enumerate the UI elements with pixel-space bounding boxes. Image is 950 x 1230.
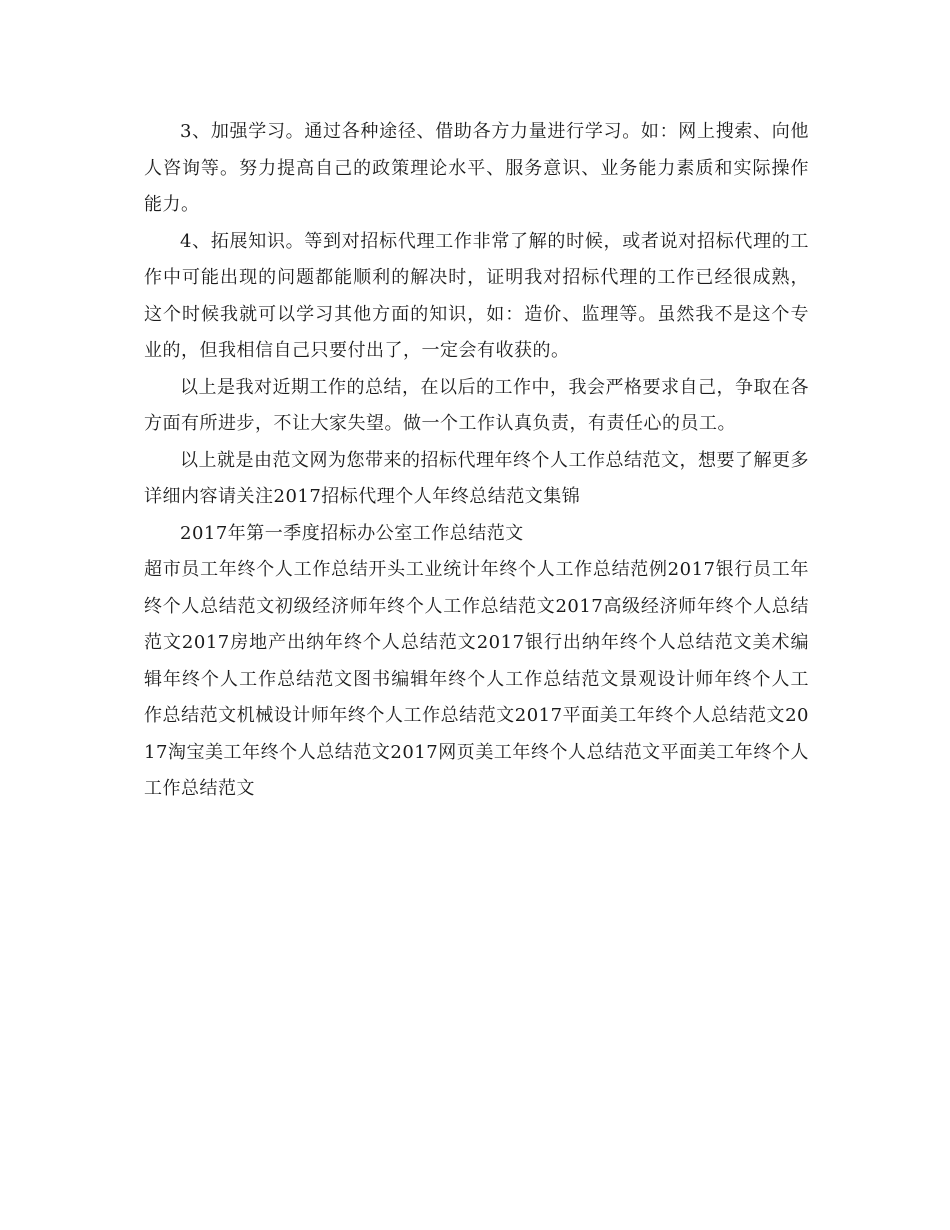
paragraph-closing: 以上就是由范文网为您带来的招标代理年终个人工作总结范文，想要了解更多详细内容请关注2017招标代理个人年终总结范文集锦 xyxy=(144,449,809,507)
paragraph-expand-knowledge: 4、拓展知识。等到对招标代理工作非常了解的时候，或者说对招标代理的工作中可能出现的问题都能顺利的解决时，证明我对招标代理的工作已经很成熟，这个时候我就可以学习其他方面的知识，如：造价、监理等。虽然我不是这个专业的，但我相信自己只要付出了，一定会有收获的。 xyxy=(144,230,809,361)
paragraph-study: 3、加强学习。通过各种途径、借助各方力量进行学习。如：网上搜索、向他人咨询等。努力提高自己的政策理论水平、服务意识、业务能力素质和实际操作能力。 xyxy=(144,121,809,215)
related-links-text: 超市员工年终个人工作总结开头工业统计年终个人工作总结范例2017银行员工年终个人总结范文初级经济师年终个人工作总结范文2017高级经济师年终个人总结范文2017房地产出纳年终个人总结范文2017银行出纳年终个人总结范文美术编辑年终个人工作总结范文图书编辑年终个人工作总结范文景观设计师年终个人工作总结范文机械设计师年终个人工作总结范文2017平面美工年终个人总结范文2017淘宝美工年终个人总结范文2017网页美工年终个人总结范文平面美工年终个人工作总结范文 xyxy=(144,559,809,799)
document-body xyxy=(144,114,809,808)
related-article-title: 2017年第一季度招标办公室工作总结范文 xyxy=(180,522,524,544)
paragraph-summary: 以上是我对近期工作的总结，在以后的工作中，我会严格要求自己，争取在各方面有所进步，不让大家失望。做一个工作认真负责，有责任心的员工。 xyxy=(144,376,809,434)
